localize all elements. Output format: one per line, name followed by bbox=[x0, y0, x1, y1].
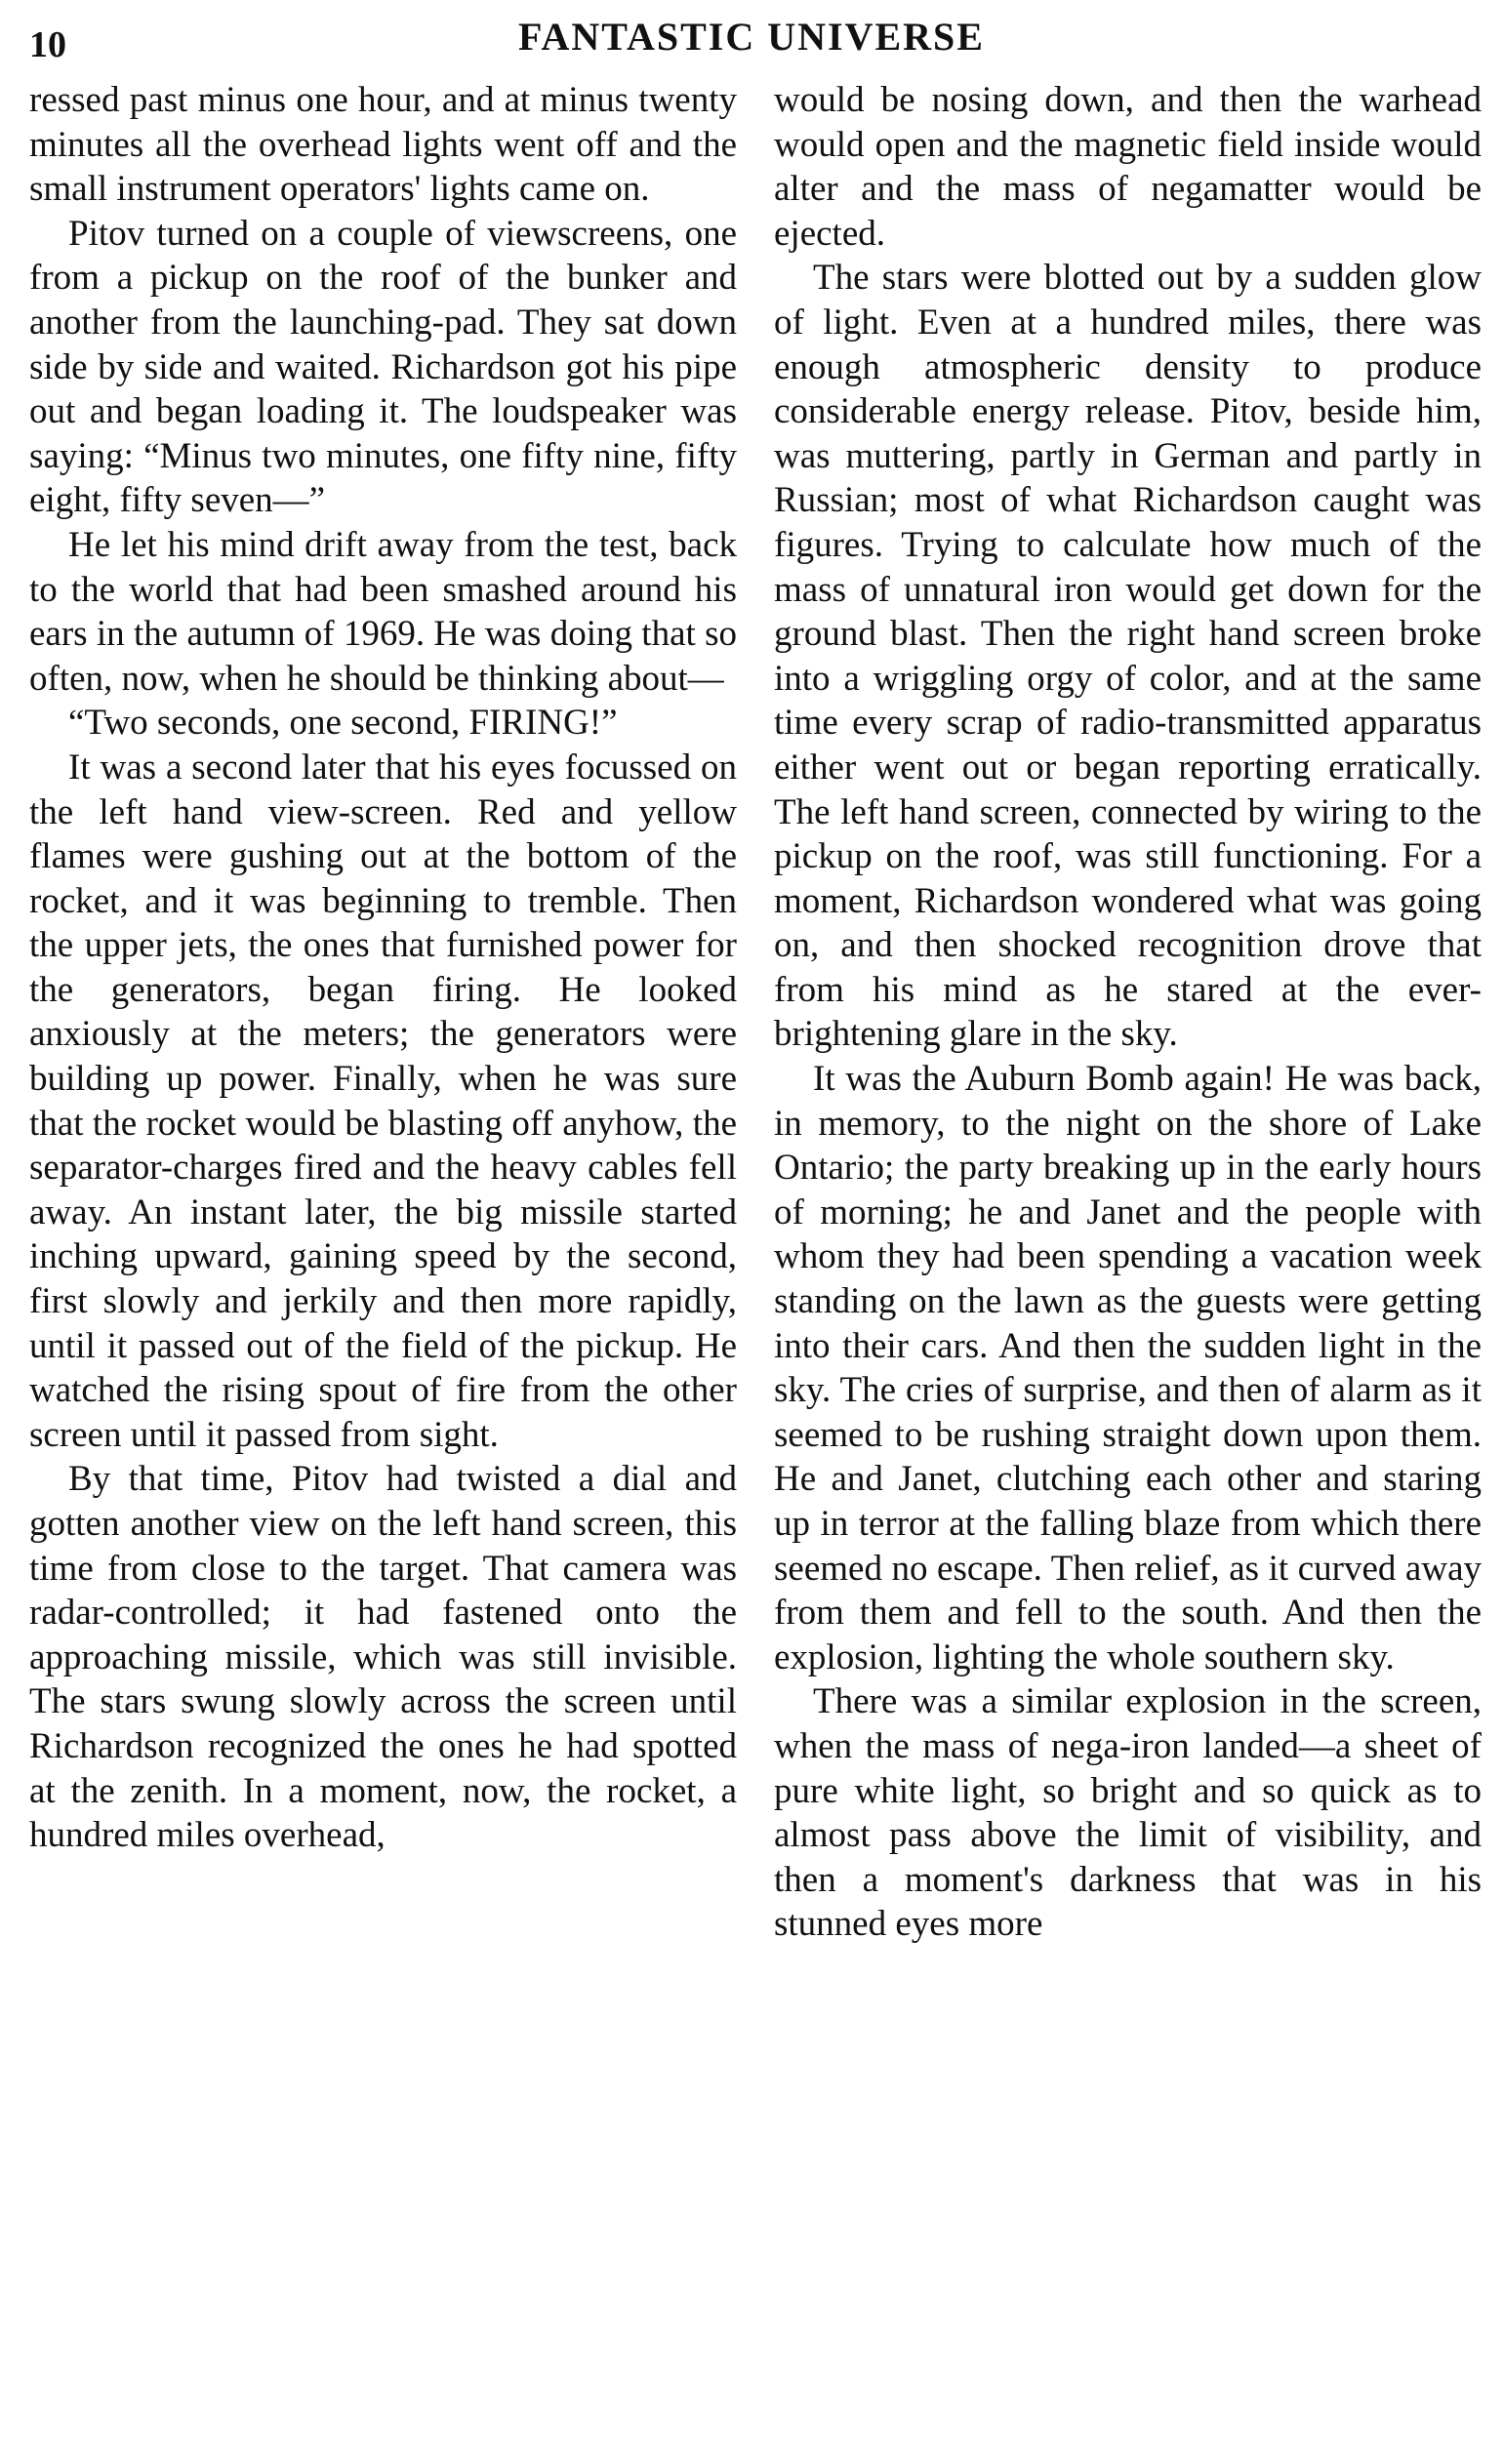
paragraph: It was a second later that his eyes focussed on the left hand view-screen. Red and yellow flames were gushing out at the bottom of the rocket, and it was beginning to tremble. Then the upper jets, the ones that furnished power for the generators, began firing. He looked anxiously at the meters; the generators were building up power. Finally, when he was sure that the rocket would be blasting off anyhow, the separator-charges fired and the heavy cables fell away. An instant later, the big missile started inching upward, gaining speed by the second, first slowly and jerkily and then more rapidly, until it passed out of the field of the pickup. He watched the rising spout of fire from the other screen until it passed from sight. bbox=[29, 747, 737, 1455]
paragraph: There was a similar explosion in the screen, when the mass of nega-iron landed—a sheet of pure white light, so bright and so quick as to almost pass above the limit of visibility, and then a moment's darkness that was in his stunned eyes more bbox=[774, 1681, 1482, 1945]
paragraph: It was the Auburn Bomb again! He was back, in memory, to the night on the shore of Lake Ontario; the party breaking up in the early hours of morning; he and Janet and the people with whom they had been spending a vacation week standing on the lawn as the guests were getting into their cars. And then the sudden light in the sky. The cries of surprise, and then of alarm as it seemed to be rushing straight down upon them. He and Janet, clutching each other and staring up in terror at the falling blaze from which there seemed no escape. Then relief, as it curved away from them and fell to the south. And then the explosion, lighting the whole southern sky. bbox=[774, 1059, 1482, 1677]
paragraph: would be nosing down, and then the warhead would open and the magnetic field inside would alter and the mass of negamatter would be ejected. bbox=[774, 80, 1482, 254]
paragraph: Pitov turned on a couple of viewscreens, one from a pickup on the roof of the bunker and another from the launching-pad. They sat down side by side and waited. Richardson got his pipe out and began loading it. The loudspeaker was saying: “Minus two minutes, one fifty nine, fifty eight, fifty seven—” bbox=[29, 213, 737, 521]
left-column bbox=[29, 78, 737, 1858]
page-number: 10 bbox=[29, 24, 66, 65]
running-title: FANTASTIC UNIVERSE bbox=[518, 15, 985, 59]
paragraph: By that time, Pitov had twisted a dial and gotten another view on the left hand screen, this time from close to the target. That camera was radar-controlled; it had fastened onto the approaching missile, which was still invisible. The stars swung slowly across the screen until Richardson recognized the ones he had spotted at the zenith. In a moment, now, the rocket, a hundred miles overhead, bbox=[29, 1459, 737, 1856]
paragraph: The stars were blotted out by a sudden glow of light. Even at a hundred miles, there was enough atmospheric density to produce considerable energy release. Pitov, beside him, was muttering, partly in German and partly in Russian; most of what Richardson caught was figures. Trying to calculate how much of the mass of unnatural iron would get down for the ground blast. Then the right hand screen broke into a wriggling orgy of color, and at the same time every scrap of radio-transmitted apparatus either went out or began reporting erratically. The left hand screen, connected by wiring to the pickup on the roof, was still functioning. For a moment, Richardson wondered what was going on, and then shocked recognition drove that from his mind as he stared at the ever-brightening glare in the sky. bbox=[774, 258, 1482, 1055]
paragraph: “Two seconds, one second, FIRING!” bbox=[68, 703, 618, 744]
right-column bbox=[774, 78, 1482, 1947]
paragraph: He let his mind drift away from the test, back to the world that had been smashed around his ears in the autumn of 1969. He was doing that so often, now, when he should be thinking about— bbox=[29, 524, 737, 699]
paragraph: ressed past minus one hour, and at minus twenty minutes all the overhead lights went off and the small instrument operators' lights came on. bbox=[29, 80, 737, 210]
